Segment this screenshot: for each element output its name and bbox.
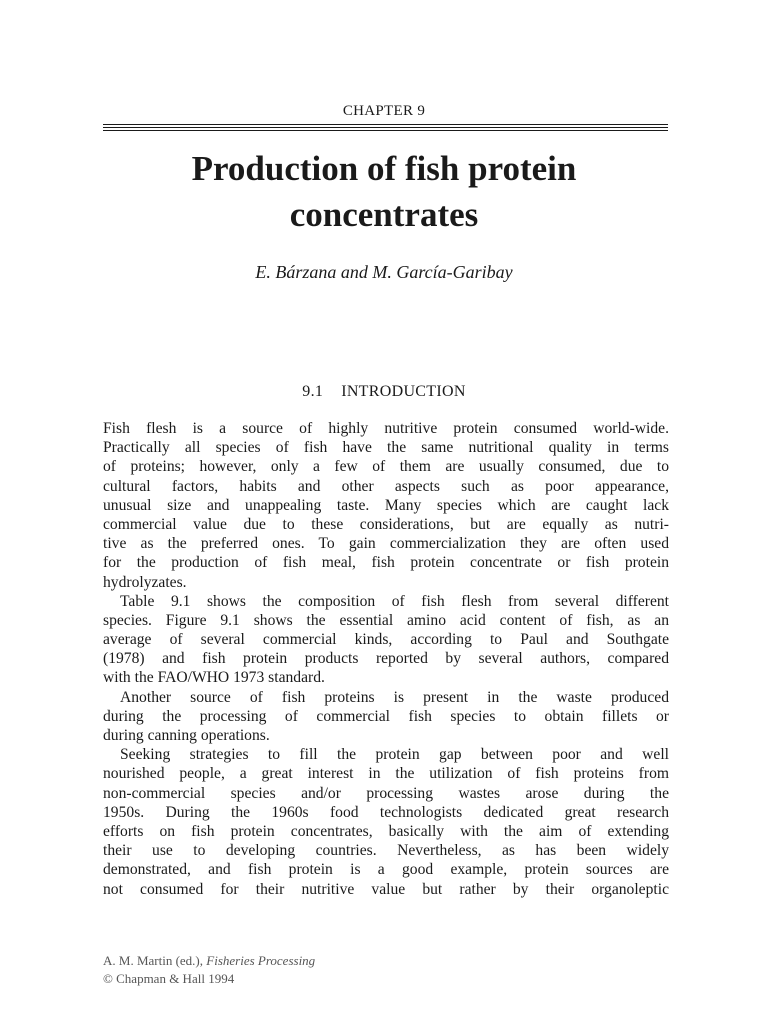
body-line: demonstrated, and fish protein is a good example, protein sources are <box>103 861 669 879</box>
section-title: INTRODUCTION <box>341 383 466 400</box>
chapter-label: CHAPTER 9 <box>342 103 426 119</box>
chapter-title-line-2: concentrates <box>289 195 479 234</box>
body-line: non-commercial species and/or processing wastes arose during the <box>103 784 669 802</box>
footer <box>103 952 315 988</box>
body-text <box>103 419 669 899</box>
body-line: for the production of fish meal, fish protein concentrate or fish protein <box>103 554 669 572</box>
body-line: not consumed for their nutritive value but rather by their organoleptic <box>103 880 669 898</box>
authors: E. Bárzana and M. García-Garibay <box>255 262 513 282</box>
footer-book-title: Fisheries Processing <box>206 953 316 968</box>
body-line: during canning operations. <box>103 727 270 744</box>
body-line: 1950s. During the 1960s food technologists dedicated great research <box>103 803 669 821</box>
footer-copyright: © Chapman & Hall 1994 <box>103 971 235 986</box>
body-line: average of several commercial kinds, according to Paul and Southgate <box>103 631 669 649</box>
header-rule-top <box>103 124 668 125</box>
section-heading <box>0 383 768 401</box>
body-line: efforts on fish protein concentrates, basically with the aim of extending <box>103 822 669 840</box>
footer-citation <box>103 952 315 970</box>
section-number: 9.1 <box>302 383 324 400</box>
body-line: their use to developing countries. Nevertheless, as has been widely <box>103 842 669 860</box>
header-rule-bottom <box>103 130 668 131</box>
body-line: Practically all species of fish have the same nutritional quality in terms <box>103 439 669 457</box>
body-line: Table 9.1 shows the composition of fish flesh from several different <box>120 592 669 610</box>
body-line: Seeking strategies to fill the protein gap between poor and well <box>120 746 669 764</box>
body-line: hydrolyzates. <box>103 573 187 591</box>
body-line: of proteins; however, only a few of them are usually consumed, due to <box>103 458 669 476</box>
body-line: during the processing of commercial fish species to obtain fillets or <box>103 707 669 725</box>
body-line: species. Figure 9.1 shows the essential amino acid content of fish, as an <box>103 611 669 629</box>
chapter-title-line-1: Production of fish protein <box>191 149 577 188</box>
body-line: with the FAO/WHO 1973 standard. <box>103 669 325 687</box>
body-line: tive as the preferred ones. To gain commercialization they are often used <box>103 535 669 553</box>
footer-editor: A. M. Martin (ed.), <box>103 953 204 968</box>
body-line: unusual size and unappealing taste. Many species which are caught lack <box>103 496 669 514</box>
body-line: (1978) and fish protein products reported by several authors, compared <box>103 650 669 668</box>
body-line: Fish flesh is a source of highly nutritive protein consumed world-wide. <box>103 420 669 437</box>
header-rule-middle <box>103 127 668 128</box>
body-line: cultural factors, habits and other aspects such as poor appearance, <box>103 477 669 495</box>
body-line: Another source of fish proteins is present in the waste produced <box>120 688 669 706</box>
body-line: nourished people, a great interest in the utilization of fish proteins from <box>103 765 669 783</box>
body-line: commercial value due to these considerations, but are equally as nutri- <box>103 515 669 533</box>
chapter-title <box>60 146 708 238</box>
